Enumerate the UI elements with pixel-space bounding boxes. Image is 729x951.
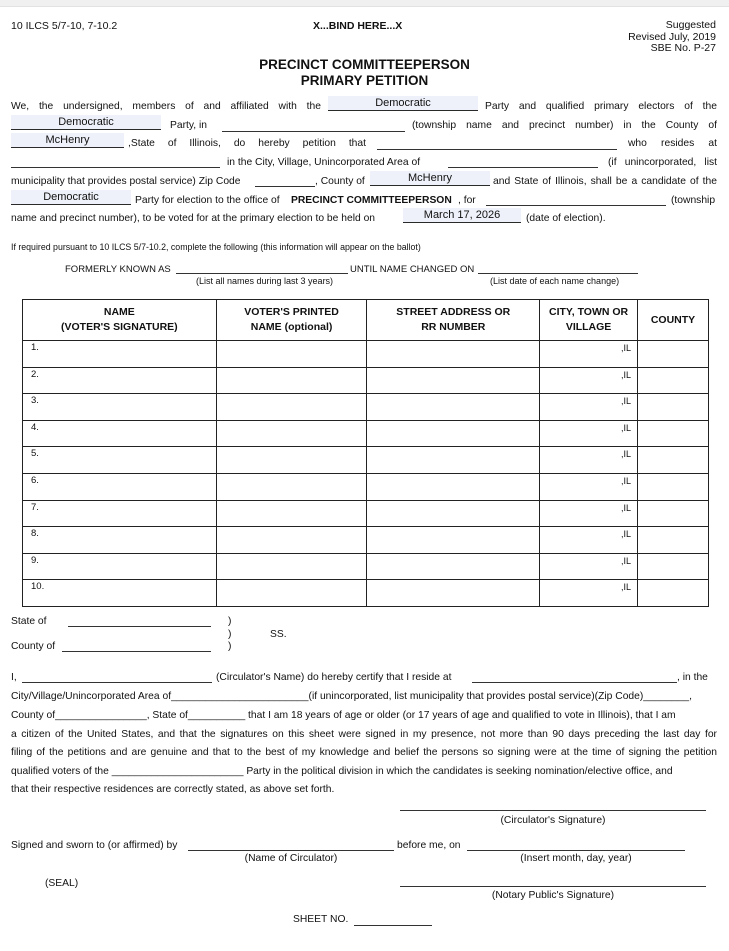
street-address-cell[interactable] xyxy=(367,394,540,421)
state-line[interactable] xyxy=(68,626,211,627)
county-line[interactable] xyxy=(62,651,211,652)
unincorporated-text: (if unincorporated, list xyxy=(608,157,717,168)
affidavit-reside-text: (Circulator's Name) do hereby certify that I reside at xyxy=(216,672,452,683)
candidate-of-text: and State of Illinois, shall be a candidate of the xyxy=(493,176,717,187)
form-id-block xyxy=(628,20,716,55)
affidavit-i: I, xyxy=(11,672,17,683)
header-name: NAME (VOTER'S SIGNATURE) xyxy=(23,300,217,341)
illinois-suffix: ,IL xyxy=(621,555,632,566)
signature-cell[interactable] xyxy=(23,473,217,500)
affidavit-line-6: qualified voters of the _______________________ Party in the political division in which the candidates is seeking nomination/elective office, and xyxy=(11,766,673,777)
row-number: 8. xyxy=(31,528,39,540)
street-address-cell[interactable] xyxy=(367,447,540,474)
row-number: 9. xyxy=(31,554,39,566)
table-row xyxy=(23,527,709,554)
intro-text-1: We, the undersigned, members of and affiliated with the xyxy=(11,101,321,112)
county-of-text: , County of xyxy=(315,176,365,187)
intro-text-2: Party and qualified primary electors of the xyxy=(485,101,717,112)
illinois-suffix: ,IL xyxy=(621,502,632,513)
title-line-2: PRIMARY PETITION xyxy=(300,73,429,88)
illinois-suffix: ,IL xyxy=(621,369,632,380)
city-cell[interactable] xyxy=(540,341,638,368)
signature-cell[interactable] xyxy=(23,420,217,447)
statute-reference: 10 ILCS 5/7-10, 7-10.2 xyxy=(11,20,118,32)
ss-brackets: ) ) ) xyxy=(228,616,232,652)
notary-signature-line[interactable] xyxy=(400,886,706,887)
circulator-name-line[interactable] xyxy=(22,682,212,683)
suggested-label: Suggested xyxy=(665,19,716,31)
list-date-hint: (List date of each name change) xyxy=(490,276,620,286)
voted-for-text: name and precinct number), to be voted for at the primary election to be held on xyxy=(11,213,376,224)
office-name: PRECINCT COMMITTEEPERSON xyxy=(291,195,452,206)
affidavit-line-5: filing of the petitions and are genuine and that to the best of my knowledge and belief the persons so signing were at the time of signing the petition xyxy=(11,747,717,758)
state-of-label: State of xyxy=(11,616,47,627)
illinois-suffix: ,IL xyxy=(621,422,632,433)
title-line-1: PRECINCT COMMITTEEPERSON xyxy=(259,57,470,72)
printed-name-cell[interactable] xyxy=(216,367,367,394)
affidavit-line-7: that their respective residences are correctly stated, as above set forth. xyxy=(11,784,335,795)
county-cell[interactable] xyxy=(638,394,709,421)
date-of-election-text: (date of election). xyxy=(526,213,606,224)
city-cell[interactable] xyxy=(540,553,638,580)
name-of-circulator-label: (Name of Circulator) xyxy=(244,853,338,864)
street-address-cell[interactable] xyxy=(367,500,540,527)
header-printed-name: VOTER'S PRINTED NAME (optional) xyxy=(216,300,367,341)
city-cell[interactable] xyxy=(540,367,638,394)
row-number: 3. xyxy=(31,395,39,407)
header-city: CITY, TOWN OR VILLAGE xyxy=(540,300,638,341)
circulator-signature-label: (Circulator's Signature) xyxy=(500,815,606,826)
zip-code-line[interactable] xyxy=(255,186,315,187)
row-number: 7. xyxy=(31,501,39,513)
address-line[interactable] xyxy=(11,167,220,168)
party-field[interactable]: Democratic xyxy=(328,96,478,111)
county-cell[interactable] xyxy=(638,553,709,580)
page-title xyxy=(0,57,729,89)
street-address-cell[interactable] xyxy=(367,420,540,447)
petition-text: ,State of Illinois, do hereby petition that xyxy=(128,138,366,149)
printed-name-cell[interactable] xyxy=(216,420,367,447)
zip-code-text: municipality that provides postal service) Zip Code xyxy=(11,176,241,187)
signature-cell[interactable] xyxy=(23,580,217,607)
signature-cell[interactable] xyxy=(23,553,217,580)
party-field-3[interactable]: Democratic xyxy=(11,190,131,205)
city-cell[interactable] xyxy=(540,394,638,421)
candidate-name-line[interactable] xyxy=(377,149,617,150)
sheet-no-line[interactable] xyxy=(354,925,432,926)
required-note: If required pursuant to 10 ILCS 5/7-10.2, complete the following (this information will appear on the ballot) xyxy=(11,242,421,252)
table-row xyxy=(23,420,709,447)
city-cell[interactable] xyxy=(540,473,638,500)
sworn-date-line[interactable] xyxy=(467,850,685,851)
county-cell[interactable] xyxy=(638,447,709,474)
city-cell[interactable] xyxy=(540,580,638,607)
row-number: 1. xyxy=(31,342,39,353)
illinois-suffix: ,IL xyxy=(621,449,632,460)
printed-name-cell[interactable] xyxy=(216,500,367,527)
circulator-address-line[interactable] xyxy=(472,682,677,683)
township-text: (township name and precinct number) in the County of xyxy=(412,120,717,131)
street-address-cell[interactable] xyxy=(367,553,540,580)
list-names-hint: (List all names during last 3 years) xyxy=(196,276,334,286)
table-row xyxy=(23,500,709,527)
county-cell[interactable] xyxy=(638,420,709,447)
row-number: 2. xyxy=(31,368,39,380)
illinois-suffix: ,IL xyxy=(621,343,632,353)
header-county: COUNTY xyxy=(638,300,709,341)
table-row xyxy=(23,580,709,607)
signature-cell[interactable] xyxy=(23,500,217,527)
county-cell[interactable] xyxy=(638,500,709,527)
illinois-suffix: ,IL xyxy=(621,475,632,486)
city-line[interactable] xyxy=(448,167,598,168)
street-address-cell[interactable] xyxy=(367,473,540,500)
before-me-text: before me, on xyxy=(397,840,461,851)
sheet-no-label: SHEET NO. xyxy=(293,914,349,925)
township-line[interactable] xyxy=(222,131,405,132)
affidavit-line-3: County of________________, State of__________ that I am 18 years of age or older (or 17 years of age and qualified to vote in Illinois), that I am xyxy=(11,710,676,721)
circulator-name-line-2[interactable] xyxy=(188,850,394,851)
county-of-label: County of xyxy=(11,641,56,652)
name-change-date-line[interactable] xyxy=(478,273,638,274)
revised-date: Revised July, 2019 xyxy=(628,30,716,43)
county-cell[interactable] xyxy=(638,341,709,368)
signature-table xyxy=(22,299,709,607)
party-in-text: Party, in xyxy=(170,120,208,131)
county-cell[interactable] xyxy=(638,527,709,554)
affidavit-line-2: City/Village/Unincorporated Area of________________________(if unincorporated, list municipality that provides postal service)(Zip Code)________, xyxy=(11,691,692,702)
county-cell[interactable] xyxy=(638,367,709,394)
table-row xyxy=(23,553,709,580)
table-row xyxy=(23,447,709,474)
table-row xyxy=(23,367,709,394)
office-text: Party for election to the office of xyxy=(135,195,280,206)
illinois-suffix: ,IL xyxy=(621,529,632,540)
city-cell[interactable] xyxy=(540,447,638,474)
illinois-suffix: ,IL xyxy=(621,582,632,593)
table-row xyxy=(23,341,709,368)
ss-label: SS. xyxy=(270,629,287,640)
signed-sworn-text: Signed and sworn to (or affirmed) by xyxy=(11,840,178,851)
affidavit-in-the: , in the xyxy=(677,672,708,683)
party-field-2[interactable]: Democratic xyxy=(11,115,161,130)
city-village-text: in the City, Village, Unincorporated Area of xyxy=(227,157,421,168)
printed-name-cell[interactable] xyxy=(216,473,367,500)
sbe-number: SBE No. P-27 xyxy=(650,42,716,54)
street-address-cell[interactable] xyxy=(367,580,540,607)
insert-date-label: (Insert month, day, year) xyxy=(520,853,632,864)
signature-cell[interactable] xyxy=(23,341,217,368)
signature-cell[interactable] xyxy=(23,527,217,554)
for-text: , for xyxy=(458,195,476,206)
city-cell[interactable] xyxy=(540,527,638,554)
illinois-suffix: ,IL xyxy=(621,396,632,407)
city-cell[interactable] xyxy=(540,420,638,447)
table-header-row xyxy=(23,300,709,341)
bind-here-label: X...BIND HERE...X xyxy=(313,20,403,32)
page-top-edge xyxy=(0,0,729,7)
printed-name-cell[interactable] xyxy=(216,527,367,554)
county-field-2[interactable]: McHenry xyxy=(370,171,490,186)
printed-name-cell[interactable] xyxy=(216,394,367,421)
election-date-field[interactable]: March 17, 2026 xyxy=(403,208,521,223)
street-address-cell[interactable] xyxy=(367,367,540,394)
row-number: 4. xyxy=(31,421,39,433)
street-address-cell[interactable] xyxy=(367,341,540,368)
county-field[interactable]: McHenry xyxy=(11,133,124,148)
signature-cell[interactable] xyxy=(23,394,217,421)
table-row xyxy=(23,473,709,500)
street-address-cell[interactable] xyxy=(367,527,540,554)
header-street-address: STREET ADDRESS OR RR NUMBER xyxy=(367,300,540,341)
printed-name-cell[interactable] xyxy=(216,580,367,607)
formerly-known-label: FORMERLY KNOWN AS xyxy=(65,264,171,275)
table-row xyxy=(23,394,709,421)
row-number: 5. xyxy=(31,448,39,460)
city-cell[interactable] xyxy=(540,500,638,527)
township-label: (township xyxy=(671,195,716,206)
row-number: 6. xyxy=(31,474,39,486)
notary-signature-label: (Notary Public's Signature) xyxy=(491,890,615,901)
printed-name-cell[interactable] xyxy=(216,447,367,474)
affidavit-line-4: a citizen of the United States, and that the signatures on this sheet were signed in my presence, not more than 90 days preceding the last day for xyxy=(11,729,717,740)
signature-cell[interactable] xyxy=(23,447,217,474)
printed-name-cell[interactable] xyxy=(216,341,367,368)
township-precinct-line[interactable] xyxy=(486,205,666,206)
resides-at-text: who resides at xyxy=(628,138,717,149)
circulator-signature-line[interactable] xyxy=(400,810,706,811)
formerly-known-line[interactable] xyxy=(176,273,348,274)
row-number: 10. xyxy=(31,581,45,593)
signature-cell[interactable] xyxy=(23,367,217,394)
printed-name-cell[interactable] xyxy=(216,553,367,580)
until-name-changed-label: UNTIL NAME CHANGED ON xyxy=(350,264,475,275)
county-cell[interactable] xyxy=(638,473,709,500)
seal-label: (SEAL) xyxy=(45,878,79,889)
county-cell[interactable] xyxy=(638,580,709,607)
